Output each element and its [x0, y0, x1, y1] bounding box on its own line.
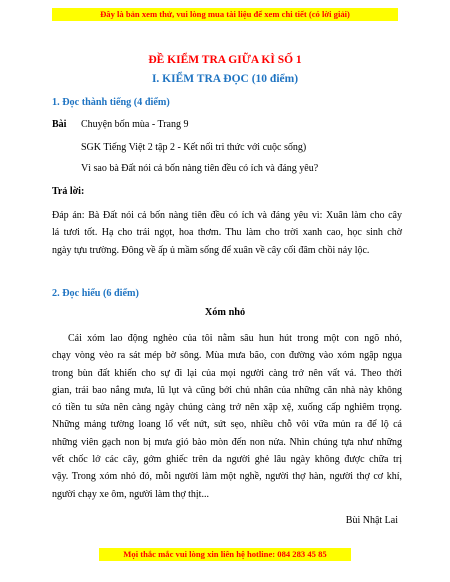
preview-banner: Đây là bản xem thử, vui lòng mua tài liệu để xem chi tiết (có lời giải)	[52, 8, 398, 21]
bai-label: Bài	[52, 119, 67, 130]
section-title-reading-test: I. KIỂM TRA ĐỌC (10 điểm)	[151, 73, 299, 85]
answer-line: lá tươi tốt. Hạ cho trái ngọt, hoa thơm. Thu làm cho trời xanh cao, học sinh chờ	[52, 227, 402, 239]
story-line: chạy vòng vèo ra sát mép bờ sông. Mùa mưa bão, con đường vào xóm ngập ngụa	[52, 350, 402, 362]
answer-line: Đáp án: Bà Đất nói cả bốn nàng tiên đều có ích và đáng yêu vì: Xuân làm cho cây	[52, 210, 402, 221]
exam-title: ĐỀ KIỂM TRA GIỮA KÌ SỐ 1	[148, 54, 302, 66]
heading-read-aloud: 1. Đọc thành tiếng (4 điểm)	[52, 97, 170, 108]
story-line: vậy. Trong xóm nhỏ đó, mỗi người làm một nghề, người thợ hàn, người thợ cơ khí,	[52, 471, 402, 483]
story-line: những viên gạch non bị mưa gió bào mòn đến non nửa. Nhìn chúng tựa như những	[52, 436, 402, 448]
bai-title: Chuyện bốn mùa - Trang 9	[81, 119, 189, 130]
story-paragraph	[52, 330, 402, 503]
story-line: vết chốc lở các cây, gớm ghiếc trên da người ghẻ lâu ngày không được chữa trị	[52, 454, 402, 466]
story-line: Cái xóm lao động nghèo của tôi nằm sâu hun hút trong một con ngõ nhỏ,	[68, 333, 402, 344]
heading-reading-comprehension: 2. Đọc hiểu (6 điểm)	[52, 288, 139, 299]
question-line: Vì sao bà Đất nói cả bốn nàng tiên đều có ích và đáng yêu?	[81, 163, 319, 174]
answer-paragraph	[52, 207, 402, 259]
answer-line: ngày tựu trường. Đông về ấp ủ mầm sống để xuân về cây cối đâm chồi nảy lộc.	[52, 244, 370, 256]
story-author: Bùi Nhật Lai	[345, 515, 398, 526]
hotline-footer: Mọi thắc mắc vui lòng xin liên hệ hotline: 084 283 45 85	[99, 548, 351, 561]
story-title: Xóm nhỏ	[204, 307, 246, 318]
story-line: gian, trải bao nắng mưa, lũ lụt và cũng bởi chủ nhân của những căn nhà này không	[52, 384, 402, 396]
story-line: Những mảng tường loang lổ vết nứt, sứt sẹo, nhiều chỗ vôi vữa mủn ra để lộ cả	[52, 419, 402, 431]
answer-label: Trả lời:	[52, 186, 85, 197]
story-line: trong bùn đất khiến cho sự đi lại của mọi người càng trở nên vất vả. Theo thời	[52, 367, 402, 379]
story-line: người chạy xe ôm, người làm thợ thịt...	[52, 488, 209, 500]
story-line: có tiền tu sửa nên càng ngày chúng càng trở nên xập xệ, xuống cấp nghiêm trọng.	[52, 402, 402, 414]
source-line: SGK Tiếng Việt 2 tập 2 - Kết nối tri thức với cuộc sống)	[81, 142, 307, 153]
